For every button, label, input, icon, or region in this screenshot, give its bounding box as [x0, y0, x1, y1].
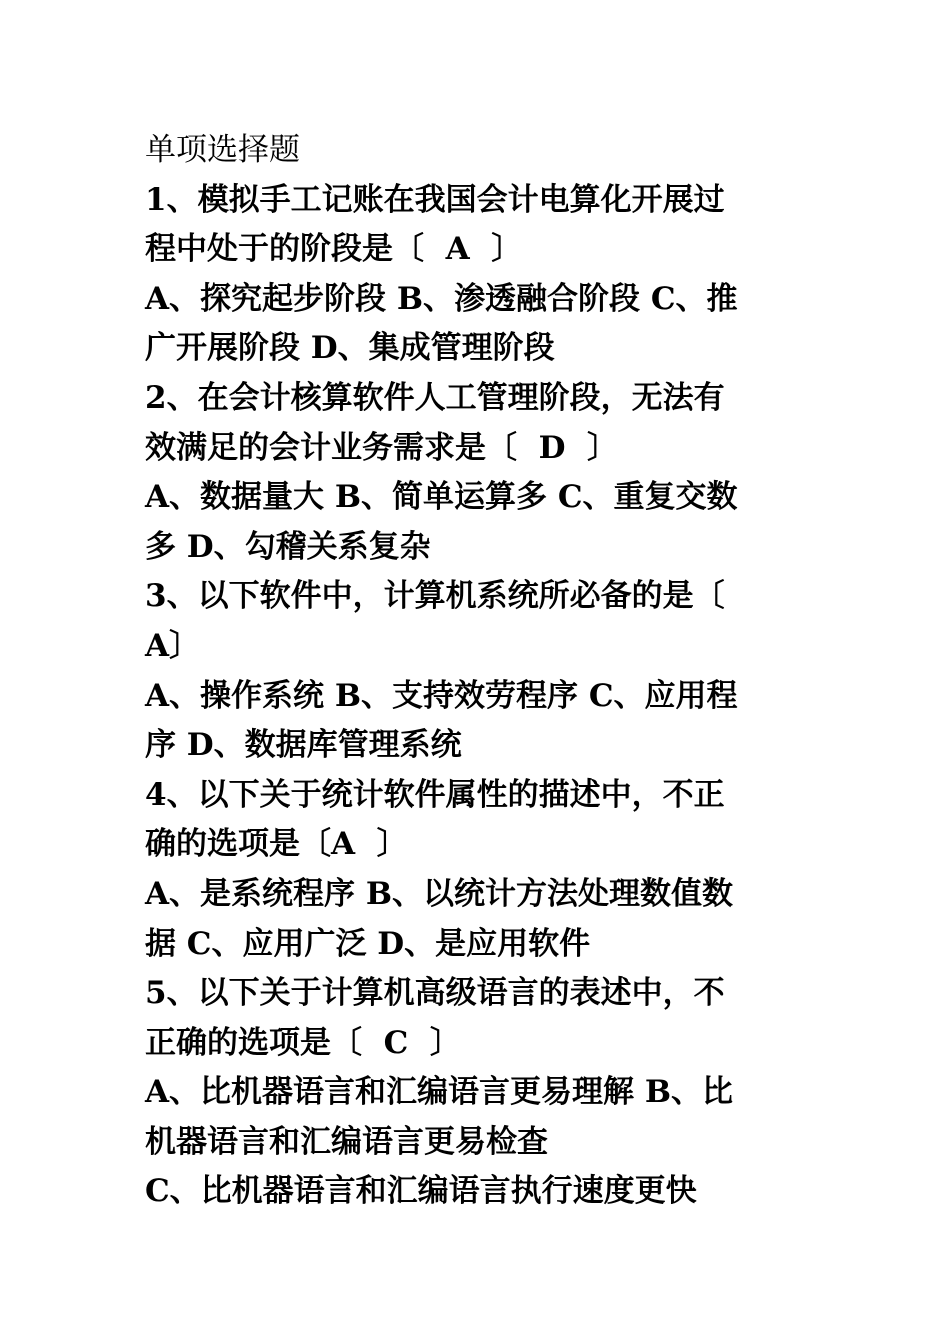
question-text-line: 3、以下软件中，计算机系统所必备的是〔 — [145, 578, 725, 615]
question-1 — [145, 176, 807, 374]
section-title: 单项选择题 — [145, 132, 300, 168]
options-line: A、数据量大 B、简单运算多 C、重复交数 — [145, 479, 738, 516]
options-line: A、是系统程序 B、以统计方法处理数值数 — [145, 875, 734, 912]
options-line: A、比机器语言和汇编语言更易理解 B、比 — [145, 1074, 734, 1111]
question-text-line: 效满足的会计业务需求是〔 D 〕 — [145, 429, 619, 466]
options-line: 机器语言和汇编语言更易检查 — [145, 1123, 548, 1160]
question-text-line: 程中处于的阶段是〔 A 〕 — [145, 231, 523, 268]
options-line: 广开展阶段 D、集成管理阶段 — [145, 330, 555, 367]
question-5 — [145, 969, 807, 1217]
options-line: 多 D、勾稽关系复杂 — [145, 528, 431, 565]
question-text-line: 5、以下关于计算机高级语言的表述中，不 — [145, 975, 725, 1012]
question-text-line: 4、以下关于统计软件属性的描述中，不正 — [145, 776, 725, 813]
question-2 — [145, 374, 807, 572]
question-4 — [145, 771, 807, 969]
options-line: A、操作系统 B、支持效劳程序 C、应用程 — [145, 677, 738, 714]
options-line: C、比机器语言和汇编语言执行速度更快 — [145, 1173, 697, 1210]
question-text-line: 1、模拟手工记账在我国会计电算化开展过 — [145, 181, 725, 218]
options-line: 序 D、数据库管理系统 — [145, 727, 462, 764]
question-text-line: 2、在会计核算软件人工管理阶段，无法有 — [145, 379, 725, 416]
document-body — [145, 126, 807, 1217]
options-line: A、探究起步阶段 B、渗透融合阶段 C、推 — [145, 280, 738, 317]
question-text-line: 确的选项是〔A 〕 — [145, 826, 408, 863]
question-3 — [145, 572, 807, 770]
options-line: 据 C、应用广泛 D、是应用软件 — [145, 925, 591, 962]
question-text-line: 正确的选项是〔 C 〕 — [145, 1024, 461, 1061]
question-text-line: A〕 — [145, 627, 201, 664]
